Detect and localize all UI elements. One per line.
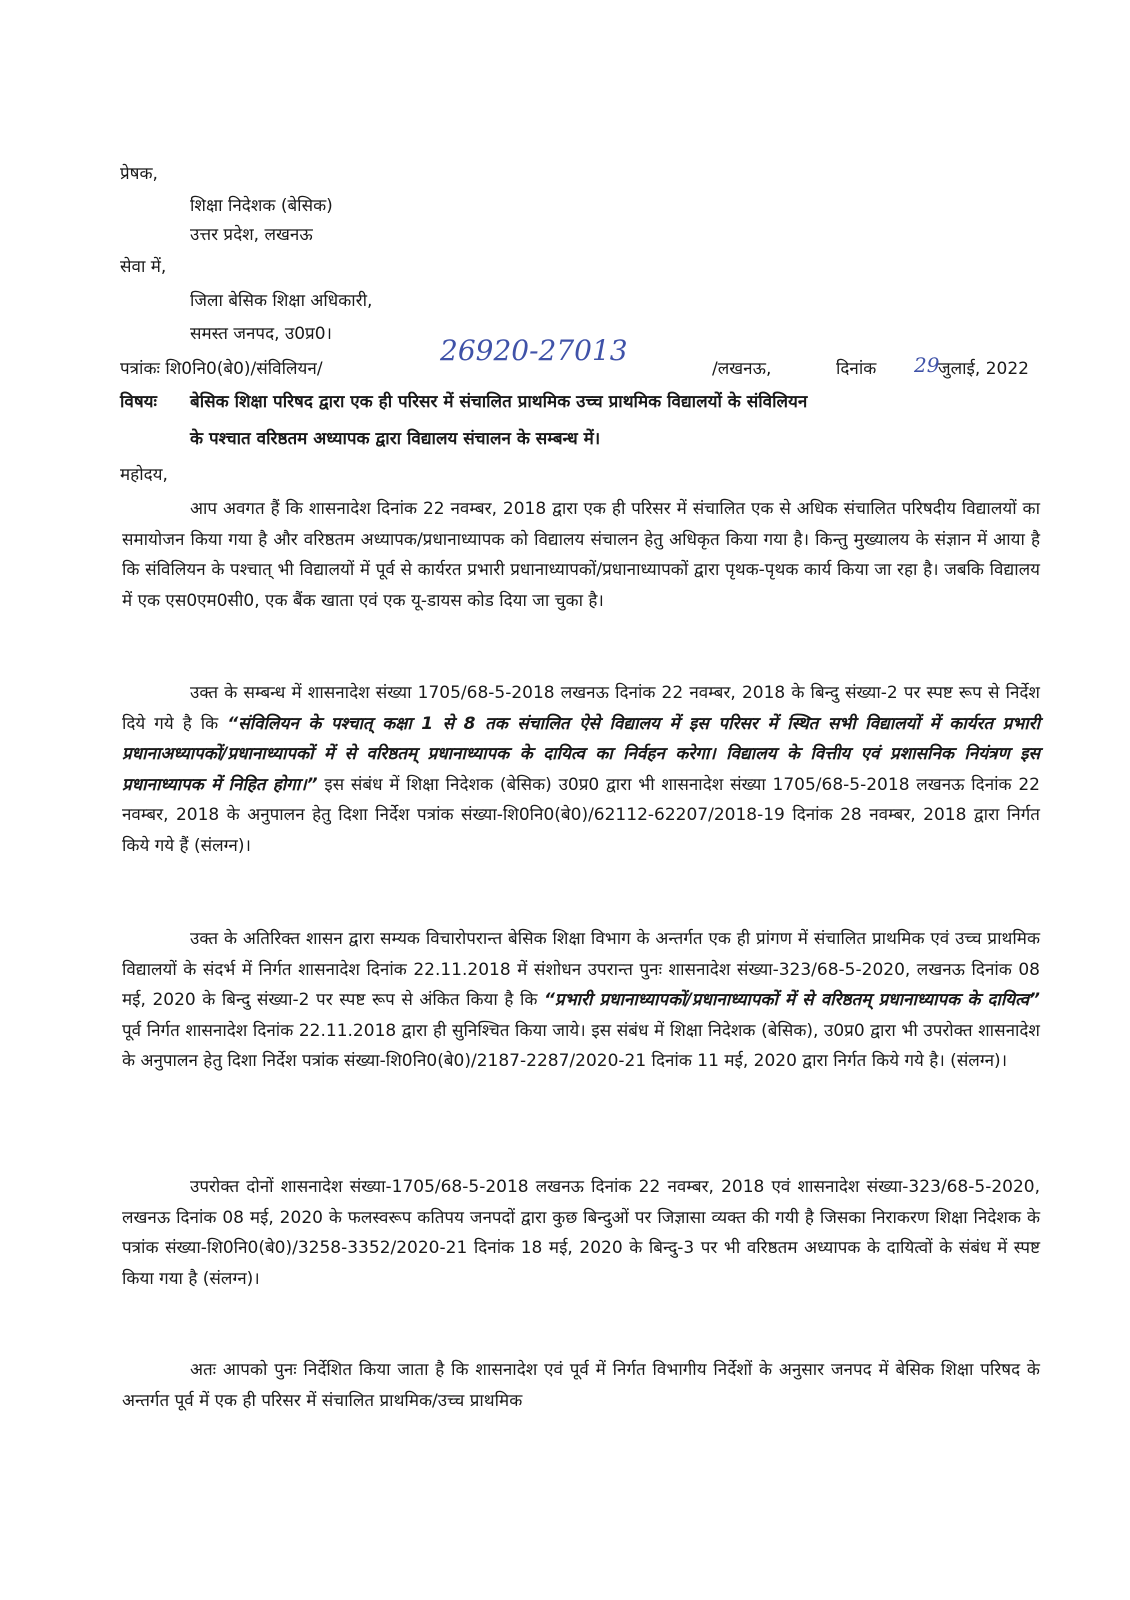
paragraph-2-rest: इस संबंध में शिक्षा निदेशक (बेसिक) उ0प्र0 द्वारा भी शासनादेश संख्या 1705/68-5-2018 लखनऊ दिनांक 22 नवम्बर, 2018 के अनुपालन हेतु दिशा निर्देश पत्रांक संख्या-शि0नि0(बे0)/62112-62207/2018-19 दिनांक 28 नवम्बर, 2018 द्वारा निर्गत किये गये हैं (संलग्न)। bbox=[122, 774, 1040, 856]
paragraph-4 bbox=[122, 1172, 1040, 1294]
letter-number-prefix: पत्रांकः शि0नि0(बे0)/संविलियन/ bbox=[120, 359, 323, 379]
paragraph-3-rest: पूर्व निर्गत शासनादेश दिनांक 22.11.2018 द्वारा ही सुनिश्चित किया जाये। इस संबंध में शिक्षा निदेशक (बेसिक), उ0प्र0 द्वारा भी उपरोक्त शासनादेश के अनुपालन हेतु दिशा निर्देश पत्रांक संख्या-शि0नि0(बे0)/2187-2287/2020-21 दिनांक 11 मई, 2020 द्वारा निर्गत किये गये है। (संलग्न)। bbox=[122, 1020, 1040, 1071]
letter-city: /लखनऊ, bbox=[712, 359, 772, 379]
recipient-place: समस्त जनपद, उ0प्र0। bbox=[190, 324, 332, 344]
date-label: दिनांक bbox=[836, 359, 877, 379]
paragraph-2-intro: उक्त के सम्बन्ध में शासनादेश संख्या 1705/68-5-2018 लखनऊ दिनांक 22 नवम्बर, 2018 के बिन्दु संख्या-2 पर स्पष्ट रूप से निर्देश दिये गये है कि bbox=[122, 683, 1040, 734]
subject-label: विषयः bbox=[120, 392, 157, 412]
paragraph-3-intro: उक्त के अतिरिक्त शासन द्वारा सम्यक विचारोपरान्त बेसिक शिक्षा विभाग के अन्तर्गत एक ही प्रांगण में संचालित प्राथमिक एवं उच्च प्राथमिक विद्यालयों के संदर्भ में निर्गत शासनादेश दिनांक 22.11.2018 में संशोधन उपरान्त पुनः शासनादेश संख्या-323/68-5-2020, लखनऊ दिनांक 08 मई, 2020 के बिन्दु संख्या-2 पर स्पष्ट रूप से अंकित किया है कि bbox=[122, 929, 1040, 1010]
paragraph-4-text: उपरोक्त दोनों शासनादेश संख्या-1705/68-5-2018 लखनऊ दिनांक 22 नवम्बर, 2018 एवं शासनादेश संख्या-323/68-5-2020, लखनऊ दिनांक 08 मई, 2020 के फलस्वरूप कतिपय जनपदों द्वारा कुछ बिन्दुओं पर जिज्ञासा व्यक्त की गयी है जिसका निराकरण शिक्षा निदेशक के पत्रांक संख्या-शि0नि0(बे0)/3258-3352/2020-21 दिनांक 18 मई, 2020 के बिन्दु-3 पर भी वरिष्ठतम अध्यापक के दायित्वों के संबंध में स्पष्ट किया गया है (संलग्न)। bbox=[122, 1177, 1040, 1289]
subject-line-1: बेसिक शिक्षा परिषद द्वारा एक ही परिसर में संचालित प्राथमिक उच्च प्राथमिक विद्यालयों के संविलियन bbox=[190, 392, 808, 412]
paragraph-5-text: अतः आपको पुनः निर्देशित किया जाता है कि शासनादेश एवं पूर्व में निर्गत विभागीय निर्देशों के अनुसार जनपद में बेसिक शिक्षा परिषद के अन्तर्गत पूर्व में एक ही परिसर में संचालित प्राथमिक/उच्च प्राथमिक bbox=[122, 1360, 1040, 1411]
date-suffix: जुलाई, 2022 bbox=[938, 359, 1029, 379]
recipient-designation: जिला बेसिक शिक्षा अधिकारी, bbox=[190, 291, 373, 311]
sender-place: उत्तर प्रदेश, लखनऊ bbox=[190, 225, 313, 245]
handwritten-date-day: 29 bbox=[914, 353, 940, 377]
paragraph-2-quote: “संविलियन के पश्चात् कक्षा 1 से 8 तक संचालित ऐसे विद्यालय में इस परिसर में स्थित सभी विद्यालयों में कार्यरत प्रभारी प्रधानाअध्यापकों/प्रधानाध्यापकों में से वरिष्ठतम् प्रधानाध्यापक के दायित्व का निर्वहन करेगा। विद्यालय के वित्तीय एवं प्रशासनिक नियंत्रण इस प्रधानाध्यापक में निहित होगा।” bbox=[122, 713, 1040, 795]
handwritten-letter-number: 26920-27013 bbox=[440, 334, 628, 367]
paragraph-2 bbox=[122, 678, 1040, 861]
recipient-label: सेवा में, bbox=[120, 257, 167, 277]
paragraph-1 bbox=[122, 494, 1040, 616]
paragraph-1-text: आप अवगत हैं कि शासनादेश दिनांक 22 नवम्बर, 2018 द्वारा एक ही परिसर में संचालित एक से अधिक संचालित परिषदीय विद्यालयों का समायोजन किया गया है और वरिष्ठतम अध्यापक/प्रधानाध्यापक को विद्यालय संचालन हेतु अधिकृत किया गया है। किन्तु मुख्यालय के संज्ञान में आया है कि संविलियन के पश्चात् भी विद्यालयों में पूर्व से कार्यरत प्रभारी प्रधानाध्यापकों/प्रधानाध्यापकों द्वारा पृथक-पृथक कार्य किया जा रहा है। जबकि विद्यालय में एक एस0एम0सी0, एक बैंक खाता एवं एक यू-डायस कोड दिया जा चुका है। bbox=[122, 499, 1040, 611]
sender-label: प्रेषक, bbox=[120, 164, 158, 184]
subject-line-2: के पश्चात वरिष्ठतम अध्यापक द्वारा विद्यालय संचालन के सम्बन्ध में। bbox=[190, 429, 601, 449]
paragraph-3 bbox=[122, 924, 1040, 1077]
salutation: महोदय, bbox=[120, 465, 168, 485]
paragraph-3-quote: “प्रभारी प्रधानाध्यापकों/प्रधानाध्यापकों में से वरिष्ठतम् प्रधानाध्यापक के दायित्व” bbox=[543, 990, 1040, 1010]
sender-designation: शिक्षा निदेशक (बेसिक) bbox=[190, 196, 333, 216]
paragraph-5 bbox=[122, 1355, 1040, 1416]
